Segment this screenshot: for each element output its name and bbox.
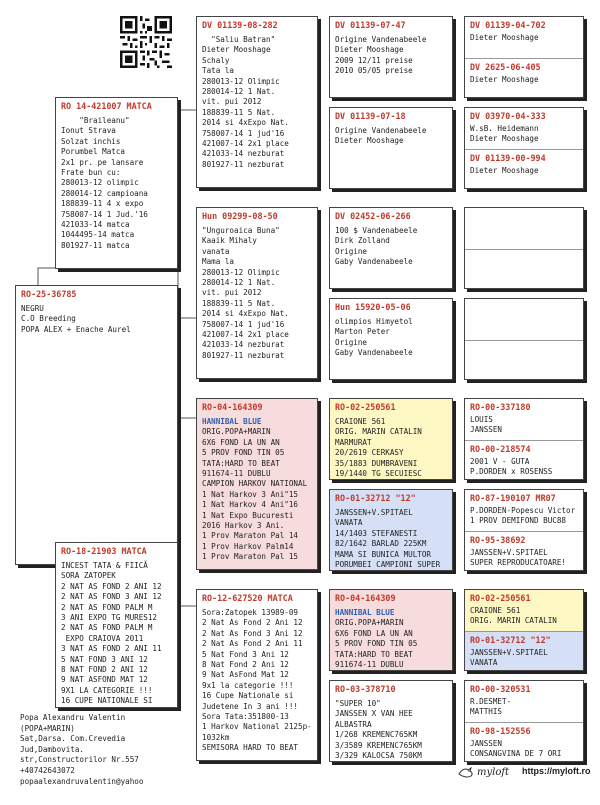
- detail-line: P.DORDEN-Popescu Victor: [470, 506, 576, 515]
- sss-ring: DV 01139-07-47: [335, 20, 406, 30]
- detail-line: JANSSEN: [470, 739, 503, 748]
- detail-line: CAMPION HARKOV NATIONAL: [202, 479, 308, 489]
- detail-line: 6X6 FOND LA UN AN: [335, 628, 413, 638]
- dam-sire-ring: RO-04-164309: [202, 402, 263, 412]
- detail-line: 911674-11 DUBLU: [335, 660, 404, 670]
- dam-dam-card[interactable]: [196, 589, 318, 761]
- g4-pair-7[interactable]: [464, 589, 584, 671]
- detail-line: NEGRU: [21, 304, 44, 313]
- g4-pair-4[interactable]: [464, 298, 584, 380]
- dds-card[interactable]: [329, 589, 453, 671]
- detail-line: Dieter Mooshage: [202, 45, 271, 55]
- detail-line: Judetene In 3 ani !!!: [202, 701, 299, 711]
- detail-line: 801927-11 nezburat: [202, 159, 285, 169]
- detail-line: 421033-14 matca: [61, 220, 130, 230]
- detail-line: 3/329 KALOCSA 750KM: [335, 751, 422, 761]
- g4-pair-3[interactable]: [464, 207, 584, 289]
- detail-line: Mama la: [202, 257, 235, 267]
- detail-line: 9 Nat AsFond Mat 12: [202, 670, 289, 680]
- detail-line: W.sB. Heidemann: [470, 124, 539, 133]
- detail-line: vit. pui 2012: [202, 288, 262, 298]
- detail-line: 188839-11 5 Nat.: [202, 298, 276, 308]
- g4-pair-5[interactable]: [464, 398, 584, 480]
- detail-line: 2016 Harkov 3 Ani.: [202, 521, 285, 531]
- detail-line: 1044495-14 matca: [61, 230, 135, 240]
- detail-line: 280014-12 campioana: [61, 188, 148, 198]
- g4-pair-6[interactable]: [464, 489, 584, 571]
- detail-line: "SUPER 10": [335, 699, 381, 708]
- detail-line: P.DORDEN x ROSENSS: [470, 467, 553, 477]
- brand-name: myloft: [477, 766, 510, 778]
- detail-line: 3 NAT AS FOND 2 ANI 11: [61, 644, 162, 654]
- detail-line: 1032km: [202, 732, 230, 742]
- detail-line: 9x1 la categorie !!!: [202, 680, 294, 690]
- brand-logo: [458, 765, 509, 779]
- sdd-details: [335, 317, 447, 359]
- detail-line: JANSSEN+V.SPITAEL: [470, 648, 548, 657]
- sire-sire-details: [202, 35, 312, 170]
- detail-line: 5 NAT FOND 3 ANI 12: [61, 654, 148, 664]
- detail-line: Dirk Zolland: [335, 236, 390, 246]
- detail-line: (POPA+MARIN): [20, 723, 75, 733]
- detail-line: 280014-12 1 Nat.: [202, 278, 276, 288]
- detail-line: CONSANGVINA DE 7 ORI: [470, 749, 562, 759]
- subject-pigeon-card[interactable]: [15, 285, 178, 565]
- detail-line: 2014 si 4xExpo Nat.: [202, 118, 289, 128]
- detail-line: Origine Vandenabeele: [335, 126, 427, 135]
- g4-ring: RO-95-38692: [470, 535, 526, 545]
- sdd-ring: Hun 15920-05-06: [335, 302, 411, 312]
- dam-dam-ring: RO-12-627520 MATCA: [202, 593, 293, 603]
- detail-line: 2 NAT AS FOND 3 ANI 12: [61, 592, 162, 602]
- sire-dam-card[interactable]: [196, 207, 318, 379]
- dam-card[interactable]: [55, 542, 178, 708]
- detail-line: 3 ANI EXPO TG MURES12: [61, 613, 158, 623]
- detail-line: Kaaik Mihaly: [202, 236, 257, 246]
- detail-line: 421007-14 2x1 place: [202, 139, 289, 149]
- detail-line: 801927-11 matca: [61, 240, 130, 250]
- detail-line: "Unguroaica Buna": [202, 226, 280, 235]
- detail-line: 5 Nat Fond 3 Ani 12: [202, 649, 289, 659]
- detail-line: JANSSEN: [470, 425, 503, 435]
- g4-ancestor[interactable]: [465, 299, 583, 340]
- ssd-card[interactable]: [329, 107, 453, 189]
- detail-line: 19/1440 TG SECUIESC: [335, 469, 422, 479]
- detail-line: Porumbel Matca: [61, 147, 126, 157]
- sdd-card[interactable]: [329, 298, 453, 380]
- qr-code: [120, 16, 172, 68]
- detail-line: Dieter Mooshage: [335, 136, 404, 146]
- ddd-card[interactable]: [329, 680, 453, 762]
- g4-ancestor[interactable]: [465, 208, 583, 249]
- detail-line: Gaby Vandenabeele: [335, 257, 413, 267]
- detail-line: Dieter Mooshage: [335, 45, 404, 55]
- detail-line: 280013-12 Olimpic: [202, 76, 280, 86]
- detail-line: 1 Nat Harkov 3 Ani"15: [202, 489, 299, 499]
- sds-card[interactable]: [329, 207, 453, 289]
- detail-line: JANSSEN+V.SPITAEL: [335, 508, 413, 517]
- g4-ancestor[interactable]: [465, 149, 583, 189]
- detail-line: 2 Nat As Fond 3 Ani 12: [202, 628, 303, 638]
- detail-line: ALBASTRA: [335, 719, 372, 729]
- dam-sire-details: [202, 427, 312, 562]
- g4-ancestor[interactable]: [465, 490, 583, 531]
- detail-line: ORIG. MARIN CATALIN: [470, 616, 557, 626]
- detail-line: 188839-11 5 Nat.: [202, 107, 276, 117]
- detail-line: Sat,Darsa. Com.Crevedia: [20, 734, 126, 744]
- detail-line: 2001 V - GUTA: [470, 457, 530, 466]
- sds-ring: DV 02452-06-266: [335, 211, 411, 221]
- detail-line: MAMA SI BUNICA MULTOR: [335, 549, 432, 559]
- detail-line: 1 Harkov National 2125p-: [202, 722, 312, 732]
- g4-pair-8[interactable]: [464, 680, 584, 762]
- detail-line: Frate bun cu:: [61, 168, 121, 178]
- detail-line: PORUMBEI CAMPIONI SUPER: [335, 560, 441, 570]
- detail-line: 2009 12/11 preise: [335, 55, 413, 65]
- detail-line: 2 NAT AS FOND 2 ANI 12: [61, 581, 162, 591]
- g4-ancestor[interactable]: [465, 249, 583, 289]
- detail-line: 801927-11 nezburat: [202, 350, 285, 360]
- detail-line: 1/268 KREMENC765KM: [335, 730, 418, 740]
- detail-line: 421033-14 nezburat: [202, 149, 285, 159]
- ssd-details: [335, 126, 447, 147]
- g4-ancestor[interactable]: [465, 722, 583, 762]
- detail-line: 82/1642 BARLAD 225KM: [335, 539, 427, 549]
- detail-line: CRAIONE 561: [335, 417, 386, 426]
- detail-line: vanata: [202, 246, 230, 256]
- detail-line: SEMISORA HARD TO BEAT: [202, 743, 299, 753]
- detail-line: 16 CUPE NATIONALE SI: [61, 696, 153, 706]
- g4-ring: RO-00-320531: [470, 684, 531, 694]
- detail-line: popaalexandruvalentin@yahoo: [20, 776, 144, 786]
- dds-name: HANNIBAL BLUE: [335, 608, 395, 617]
- g4-ring: DV 2625-06-405: [470, 62, 541, 72]
- detail-line: vit. pui 2012: [202, 97, 262, 107]
- detail-line: Sora Tata:351800-13: [202, 712, 289, 722]
- detail-line: 758007-14 1 jud'16: [202, 319, 285, 329]
- detail-line: 758007-14 1 Jud.'16: [61, 209, 148, 219]
- detail-line: SUPER REPRODUCATOARE!: [470, 558, 567, 568]
- detail-line: Origine: [335, 246, 368, 256]
- detail-line: 758007-14 1 jud'16: [202, 128, 285, 138]
- g4-ancestor[interactable]: [465, 399, 583, 440]
- detail-line: 2 Nat As Fond 2 Ani 12: [202, 618, 303, 628]
- detail-line: Popa Alexandru Valentin: [20, 713, 126, 722]
- detail-line: Origine: [335, 337, 368, 347]
- detail-line: 2 NAT AS FOND PALM M: [61, 602, 153, 612]
- detail-line: 35/1883 DUMBRAVENI: [335, 458, 418, 468]
- detail-line: Jud,Dambovita.: [20, 744, 85, 754]
- detail-line: 5 PROV FOND TIN 05: [202, 448, 285, 458]
- dam-sire-name: HANNIBAL BLUE: [202, 417, 262, 426]
- detail-line: 2 Nat As Fond 2 Ani 11: [202, 639, 303, 649]
- detail-line: "Braileanu": [61, 116, 130, 125]
- dam-details: [61, 561, 172, 707]
- detail-line: Marton Peter: [335, 327, 390, 337]
- g4-ring: RO-87-190107 MR07: [470, 493, 556, 503]
- ddd-ring: RO-03-378710: [335, 684, 396, 694]
- sss-card[interactable]: [329, 16, 453, 98]
- subject-details: [21, 304, 172, 335]
- detail-line: R.DESMET-: [470, 697, 512, 706]
- detail-line: JANSSEN+V.SPITAEL: [470, 548, 548, 557]
- detail-line: ORIG.POPA+MARIN: [202, 427, 271, 437]
- dss-card[interactable]: [329, 398, 453, 480]
- connector-subject-sire: [38, 268, 55, 285]
- g4-ring: RO-00-337180: [470, 402, 531, 412]
- detail-line: 2010 05/05 preise: [335, 66, 413, 76]
- detail-line: 6X6 FOND LA UN AN: [202, 437, 280, 447]
- dds-details: [335, 618, 447, 670]
- connector-dam-ds: [178, 418, 196, 590]
- detail-line: Solzat inchis: [61, 136, 121, 146]
- g4-ring: DV 03970-04-333: [470, 111, 546, 121]
- dsd-card[interactable]: [329, 489, 453, 571]
- dam-dam-details: [202, 608, 312, 754]
- g4-ancestor[interactable]: [465, 17, 583, 58]
- detail-line: MATTHIS: [470, 707, 503, 717]
- connector-dam-dd: [178, 606, 196, 650]
- detail-line: ORIG. MARIN CATALIN: [335, 427, 422, 437]
- sds-details: [335, 226, 447, 268]
- detail-line: 280013-12 olimpic: [61, 178, 139, 188]
- detail-line: Schaly: [202, 55, 230, 65]
- detail-line: SORA ZATOPEK: [61, 571, 116, 581]
- g4-ring: RO-01-32712 "12": [470, 635, 551, 645]
- detail-line: olimpios Himyetol: [335, 317, 413, 326]
- detail-line: POPA ALEX + Enache Aurel: [21, 324, 131, 334]
- dss-details: [335, 417, 447, 479]
- detail-line: str,Constructorilor Nr.557: [20, 755, 139, 765]
- detail-line: TATA:HARD TO BEAT: [202, 458, 280, 468]
- detail-line: 421033-14 nezburat: [202, 340, 285, 350]
- detail-line: 1 Prov Maraton Pal 15: [202, 552, 299, 562]
- sss-details: [335, 35, 447, 77]
- detail-line: CRAIONE 561: [470, 606, 521, 615]
- detail-line: MARMURAT: [335, 437, 372, 447]
- sire-dam-ring: Hun 09299-08-50: [202, 211, 278, 221]
- owner-contact: [20, 713, 143, 787]
- detail-line: 1 Nat Expo Bucuresti: [202, 510, 294, 520]
- detail-line: 14/1403 STEFANESTI: [335, 528, 418, 538]
- detail-line: 1 Nat Harkov 4 Ani"16: [202, 500, 299, 510]
- connector-sire-sd: [178, 230, 196, 318]
- dds-ring: RO-04-164309: [335, 593, 396, 603]
- g4-ring: RO-02-250561: [470, 593, 531, 603]
- g4-ring: DV 01139-04-702: [470, 20, 546, 30]
- dss-ring: RO-02-250561: [335, 402, 396, 412]
- g4-ancestor[interactable]: [465, 58, 583, 98]
- detail-line: EXPO CRAIOVA 2011: [61, 633, 144, 643]
- g4-ancestor[interactable]: [465, 108, 583, 149]
- detail-line: 1 Prov Harkov Palm14: [202, 541, 294, 551]
- detail-line: 8 Nat Fond 2 Ani 12: [202, 660, 289, 670]
- dsd-ring: RO-01-32712 "12": [335, 493, 416, 503]
- g4-ancestor[interactable]: [465, 440, 583, 480]
- detail-line: Origine Vandenabeele: [335, 35, 427, 44]
- subject-ring: RO-25-36785: [21, 289, 77, 299]
- detail-line: 1 PROV DEMIFOND BUC88: [470, 516, 567, 526]
- detail-line: Dieter Mooshage: [470, 166, 539, 175]
- detail-line: 280014-12 1 Nat.: [202, 87, 276, 97]
- detail-line: 5 PROV FOND TIN 05: [335, 639, 418, 649]
- sire-dam-details: [202, 226, 312, 361]
- detail-line: 421007-14 2x1 place: [202, 330, 289, 340]
- detail-line: Dieter Mooshage: [470, 33, 539, 42]
- detail-line: 100 $ Vandenabeele: [335, 226, 418, 235]
- g4-ancestor[interactable]: [465, 681, 583, 722]
- footer-url[interactable]: https://myloft.ro: [522, 766, 591, 776]
- g4-ancestor[interactable]: [465, 590, 583, 631]
- g4-ring: DV 01139-00-994: [470, 153, 546, 163]
- detail-line: 9 NAT ASFOND MAT 12: [61, 675, 148, 685]
- pigeon-icon: [458, 765, 474, 779]
- g4-ancestor[interactable]: [465, 340, 583, 380]
- detail-line: 20/2619 CERKASY: [335, 448, 404, 458]
- detail-line: 2x1 pr. pe lansare: [61, 157, 144, 167]
- detail-line: 188839-11 4 x expo: [61, 199, 144, 209]
- sire-card[interactable]: [55, 97, 178, 269]
- detail-line: 3/3589 KREMENC765KM: [335, 740, 422, 750]
- detail-line: ORIG.POPA+MARIN: [335, 618, 404, 628]
- dsd-details: [335, 508, 447, 570]
- g4-ring: RO-98-152556: [470, 726, 531, 736]
- detail-line: 16 Cupe Nationale si: [202, 691, 294, 701]
- detail-line: 1 Prov Maraton Pal 14: [202, 531, 299, 541]
- dam-sire-card[interactable]: [196, 398, 318, 570]
- g4-pair-1[interactable]: [464, 16, 584, 98]
- detail-line: 2014 si 4xExpo Nat.: [202, 309, 289, 319]
- g4-ancestor[interactable]: [465, 531, 583, 571]
- sire-ring: RO 14-421007 MATCA: [61, 101, 152, 111]
- g4-ring: RO-00-218574: [470, 444, 531, 454]
- detail-line: LOUIS: [470, 415, 493, 424]
- detail-line: Dieter Mooshage: [470, 134, 539, 144]
- detail-line: 2 NAT AS FOND PALM M: [61, 623, 153, 633]
- detail-line: JANSSEN X VAN HEE: [335, 709, 413, 719]
- ssd-ring: DV 01139-07-18: [335, 111, 406, 121]
- sire-sire-card[interactable]: [196, 16, 318, 188]
- detail-line: 911674-11 DUBLU: [202, 469, 271, 479]
- dam-ring: RO-18-21903 MATCA: [61, 546, 147, 556]
- detail-line: "Saliu Batran": [202, 35, 276, 44]
- detail-line: Dieter Mooshage: [470, 75, 539, 84]
- detail-line: Gaby Vandenabeele: [335, 348, 413, 358]
- detail-line: C.O Breeding: [21, 314, 76, 324]
- ddd-details: [335, 699, 447, 761]
- g4-ancestor[interactable]: [465, 631, 583, 671]
- g4-pair-2[interactable]: [464, 107, 584, 189]
- detail-line: Ionut Strava: [61, 126, 116, 136]
- sire-sire-ring: DV 01139-08-282: [202, 20, 278, 30]
- detail-line: VANATA: [470, 658, 498, 668]
- detail-line: Tata la: [202, 66, 235, 76]
- detail-line: Sora:Zatopek 13989-09: [202, 608, 299, 617]
- detail-line: 9X1 LA CATEGORIE !!!: [61, 685, 153, 695]
- detail-line: INCEST TATA & FIICĂ: [61, 561, 148, 570]
- detail-line: TATA:HARD TO BEAT: [335, 649, 413, 659]
- sire-details: [61, 116, 172, 251]
- detail-line: 280013-12 Olimpic: [202, 267, 280, 277]
- detail-line: 8 NAT FOND 2 ANI 12: [61, 665, 148, 675]
- detail-line: +40742643072: [20, 765, 75, 775]
- detail-line: VANATA: [335, 518, 363, 528]
